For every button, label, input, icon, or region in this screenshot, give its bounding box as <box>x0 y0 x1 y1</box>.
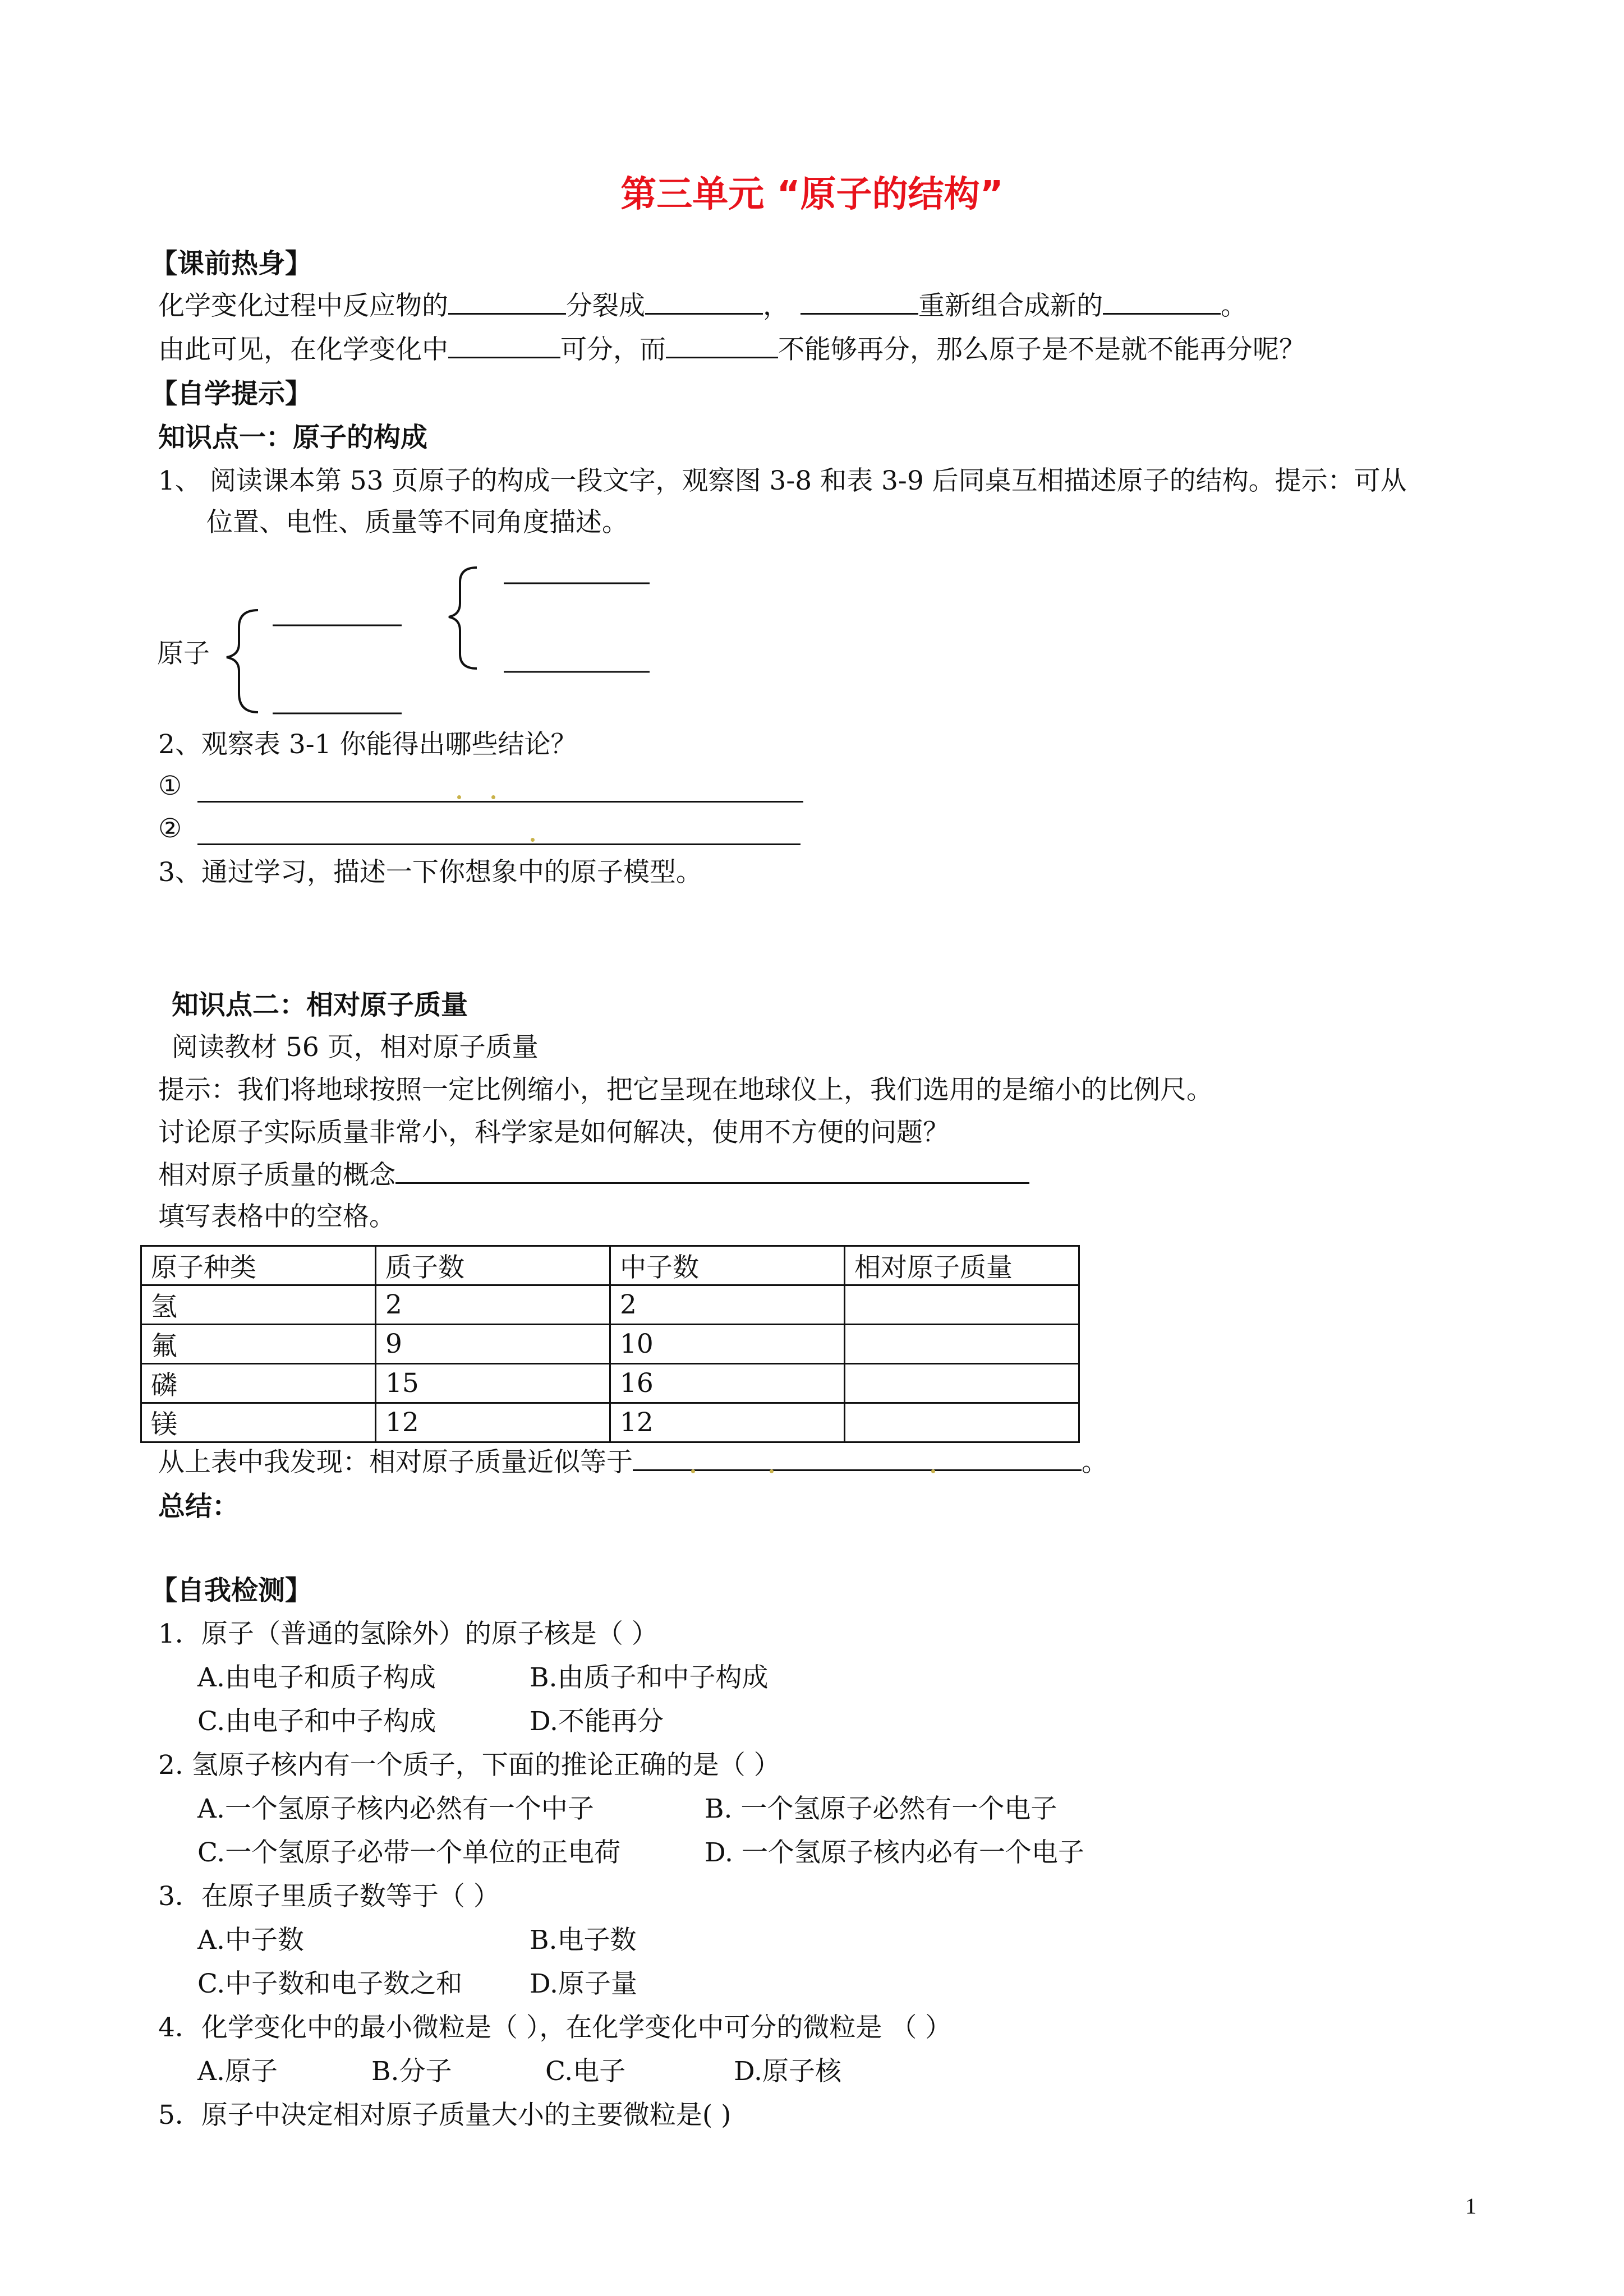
q1-line-2: 位置、电性、质量等不同角度描述。 <box>206 507 628 538</box>
kp2-discuss: 讨论原子实际质量非常小，科学家是如何解决，使用不方便的问题？ <box>158 1117 949 1148</box>
concept-label: 相对原子质量的概念 <box>158 1160 395 1191</box>
dot-mark <box>491 795 495 799</box>
circle-1: ① <box>158 771 182 801</box>
table-cell: 2 <box>610 1285 845 1325</box>
circle-2: ② <box>158 813 182 844</box>
page-title: 第三单元 “原子的结构” <box>620 174 1004 215</box>
kp2-concept <box>158 1161 1029 1190</box>
table-row <box>141 1403 1079 1442</box>
table-cell: 16 <box>610 1364 845 1403</box>
warmup-l2-text-1: 由此可见，在化学变化中 <box>158 334 448 365</box>
warmup-heading: 【课前热身】 <box>150 248 312 279</box>
kp2-discover <box>158 1448 1108 1477</box>
test-q1-option-c[interactable]: C.由电子和中子构成 <box>197 1706 436 1737</box>
test-q4: 4．化学变化中的最小微粒是（ ），在化学变化中可分的微粒是 （ ） <box>158 2012 952 2043</box>
blank-6[interactable] <box>666 356 778 358</box>
table-cell-answer[interactable] <box>845 1285 1079 1325</box>
test-q4-option-c[interactable]: C.电子 <box>545 2056 626 2087</box>
dot-mark <box>770 1469 774 1473</box>
discover-blank[interactable] <box>633 1469 1082 1471</box>
test-q1: 1．原子（普通的氢除外）的原子核是（ ） <box>158 1619 658 1649</box>
dot-mark <box>457 795 461 799</box>
dot-mark <box>691 1469 695 1473</box>
table-cell: 10 <box>610 1325 845 1364</box>
selfstudy-heading: 【自学提示】 <box>150 378 312 409</box>
kp2-summary: 总结： <box>158 1491 240 1522</box>
warmup-l2-text-2: 可分，而 <box>560 334 666 365</box>
table-cell: 9 <box>376 1325 610 1364</box>
table-cell: 12 <box>376 1403 610 1442</box>
warmup-l1-text-5: 。 <box>1221 291 1247 321</box>
kp1-title: 知识点一：原子的构成 <box>158 422 428 453</box>
test-q4-option-b[interactable]: B.分子 <box>371 2056 452 2087</box>
q3-text: 3、通过学习，描述一下你想象中的原子模型。 <box>158 857 702 888</box>
right-brace-icon <box>449 568 477 668</box>
atom-table <box>140 1245 1080 1443</box>
answer-line-2[interactable] <box>197 843 801 845</box>
warmup-l1-text-4: 重新组合成新的 <box>918 291 1103 321</box>
warmup-l1-text-2: 分裂成 <box>566 291 645 321</box>
page-number: 1 <box>1465 2193 1476 2219</box>
table-cell: 12 <box>610 1403 845 1442</box>
table-cell: 氟 <box>141 1325 376 1364</box>
table-row <box>141 1325 1079 1364</box>
kp2-read: 阅读教材 56 页，相对原子质量 <box>172 1032 539 1063</box>
blank-5[interactable] <box>448 356 560 358</box>
concept-blank[interactable] <box>395 1182 1029 1184</box>
test-q4-option-d[interactable]: D.原子核 <box>734 2056 841 2087</box>
test-q3-option-a[interactable]: A.中子数 <box>197 1925 304 1956</box>
table-header: 原子种类 <box>141 1246 376 1285</box>
table-row <box>141 1285 1079 1325</box>
test-q1-option-a[interactable]: A.由电子和质子构成 <box>197 1662 436 1693</box>
kp2-title: 知识点二：相对原子质量 <box>172 989 468 1021</box>
table-cell: 氢 <box>141 1285 376 1325</box>
table-header: 相对原子质量 <box>845 1246 1079 1285</box>
table-cell-answer[interactable] <box>845 1364 1079 1403</box>
test-q3-option-c[interactable]: C.中子数和电子数之和 <box>197 1968 463 1999</box>
test-q2-option-a[interactable]: A.一个氢原子核内必然有一个中子 <box>197 1794 594 1824</box>
left-brace-icon <box>227 610 258 712</box>
atom-label: 原子 <box>157 638 210 669</box>
blank-1[interactable] <box>448 312 566 315</box>
test-q4-option-a[interactable]: A.原子 <box>197 2056 278 2087</box>
table-cell-answer[interactable] <box>845 1325 1079 1364</box>
table-header: 质子数 <box>376 1246 610 1285</box>
table-cell-answer[interactable] <box>845 1403 1079 1442</box>
warmup-l1-text-1: 化学变化过程中反应物的 <box>158 291 448 321</box>
blank-2[interactable] <box>645 312 763 315</box>
table-cell: 磷 <box>141 1364 376 1403</box>
test-q2-option-b[interactable]: B. 一个氢原子必然有一个电子 <box>705 1794 1057 1824</box>
table-header: 中子数 <box>610 1246 845 1285</box>
test-q5: 5．原子中决定相对原子质量大小的主要微粒是( ) <box>158 2100 732 2131</box>
test-q1-option-d[interactable]: D.不能再分 <box>530 1706 664 1737</box>
kp2-hint: 提示：我们将地球按照一定比例缩小，把它呈现在地球仪上，我们选用的是缩小的比例尺。 <box>158 1075 1213 1105</box>
blank-4[interactable] <box>1103 312 1221 315</box>
q2-text: 2、观察表 3-1 你能得出哪些结论？ <box>158 729 577 760</box>
table-cell: 镁 <box>141 1403 376 1442</box>
discover-prefix: 从上表中我发现：相对原子质量近似等于 <box>158 1447 633 1478</box>
test-q3: 3．在原子里质子数等于（ ） <box>158 1881 500 1912</box>
warmup-l2-text-3: 不能够再分，那么原子是不是就不能再分呢？ <box>778 334 1305 365</box>
answer-line-1[interactable] <box>197 801 803 803</box>
q1-line-1: 1、 阅读课本第 53 页原子的构成一段文字，观察图 3-8 和表 3-9 后同桌互相描述原子的结构。提示：可从 <box>158 465 1407 496</box>
blank-3[interactable] <box>801 312 918 315</box>
test-q2-option-d[interactable]: D. 一个氢原子核内必有一个电子 <box>705 1837 1084 1868</box>
table-cell: 2 <box>376 1285 610 1325</box>
discover-suffix: 。 <box>1082 1447 1108 1478</box>
table-cell: 15 <box>376 1364 610 1403</box>
kp2-fill: 填写表格中的空格。 <box>158 1201 395 1232</box>
test-q1-option-b[interactable]: B.由质子和中子构成 <box>530 1662 769 1693</box>
brace-diagram <box>224 555 673 723</box>
table-header-row <box>141 1246 1079 1285</box>
warmup-line-1 <box>158 292 1247 321</box>
dot-mark <box>531 838 535 842</box>
table-row <box>141 1364 1079 1403</box>
test-q3-option-b[interactable]: B.电子数 <box>530 1925 637 1956</box>
selftest-heading: 【自我检测】 <box>150 1575 312 1606</box>
test-q2: 2. 氢原子核内有一个质子，下面的推论正确的是（ ） <box>158 1750 780 1781</box>
warmup-l1-text-3: ， <box>763 291 789 321</box>
test-q3-option-d[interactable]: D.原子量 <box>530 1968 637 1999</box>
dot-mark <box>931 1469 935 1473</box>
warmup-line-2 <box>158 335 1305 365</box>
test-q2-option-c[interactable]: C.一个氢原子必带一个单位的正电荷 <box>197 1837 621 1868</box>
